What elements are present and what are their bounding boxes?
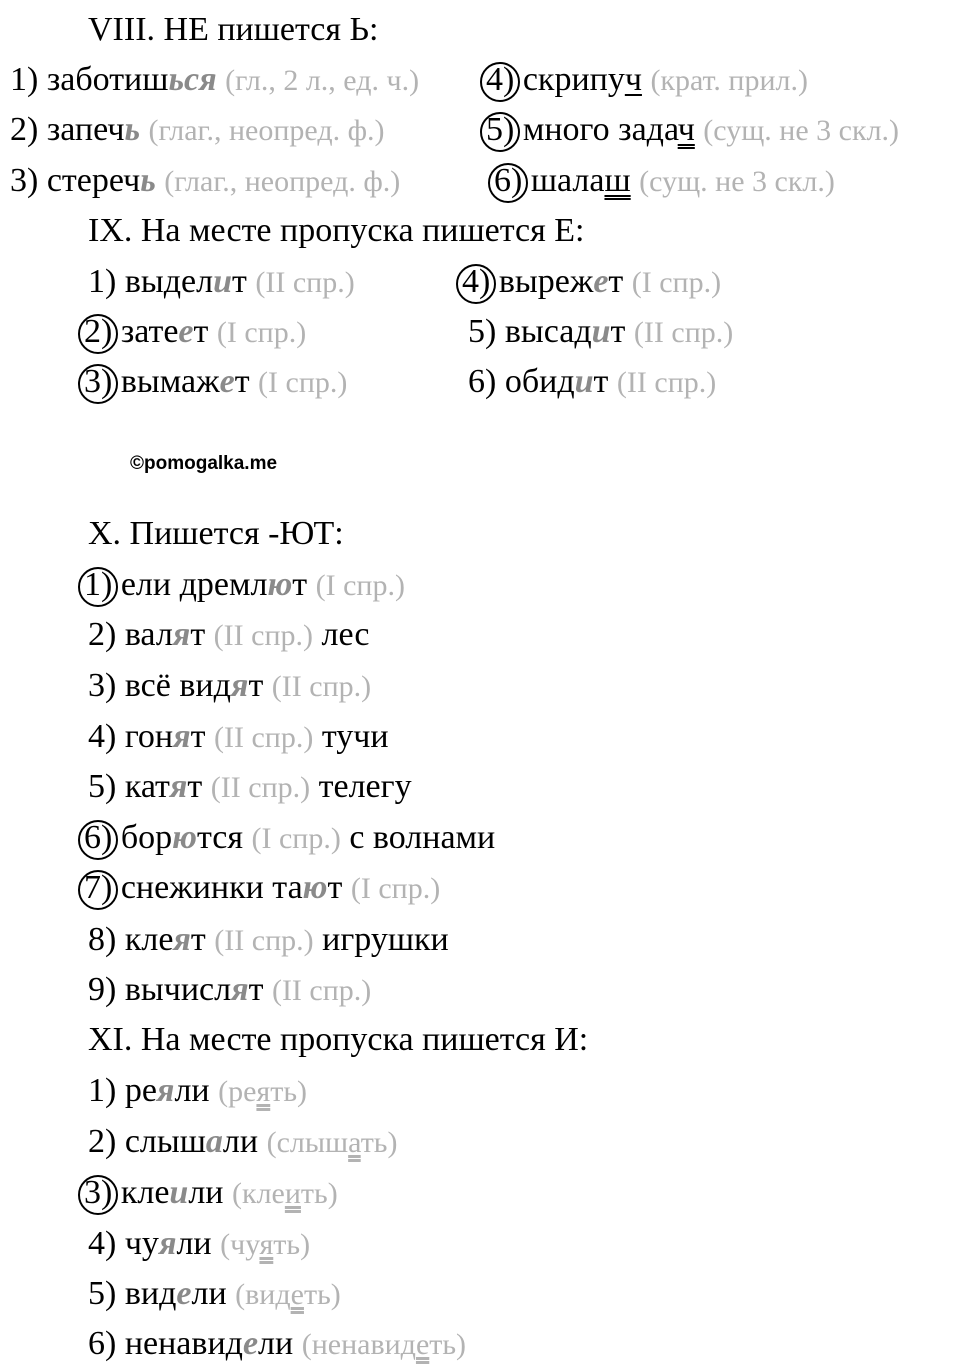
grammar-note: (I спр.) <box>631 266 722 299</box>
circled-number: 4) <box>462 263 491 300</box>
underlined-letter: ч <box>677 111 695 148</box>
infinitive-note <box>302 1328 466 1361</box>
word-tail: с волнами <box>349 819 496 856</box>
highlighted-letter: ю <box>267 566 293 603</box>
highlighted-letter: и <box>591 313 611 350</box>
item-number: 5) <box>88 768 117 805</box>
section-9-heading: IX. На месте пропуска пишется Е: <box>88 212 585 249</box>
word-tail: лес <box>321 616 370 653</box>
grammar-note: (II спр.) <box>271 974 372 1007</box>
item-number: 5) <box>88 1275 117 1312</box>
word-part: т <box>248 971 264 1008</box>
watermark: ©pomogalka.me <box>130 453 278 474</box>
highlighted-letter: е <box>178 313 194 350</box>
s11-item <box>84 1173 338 1214</box>
word-part: всё вид <box>124 667 231 704</box>
grammar-note: (I спр.) <box>258 366 348 399</box>
infinitive-note <box>220 1228 310 1261</box>
word-tail: игрушки <box>322 921 449 958</box>
s8-item-5 <box>486 110 899 151</box>
item-number: 9) <box>88 971 117 1008</box>
note-part: ть) <box>429 1328 467 1361</box>
word-part: обид <box>504 363 575 400</box>
infinitive-note <box>218 1075 307 1108</box>
infinitive-note <box>267 1126 398 1159</box>
grammar-note: (II спр.) <box>210 771 311 804</box>
word-part: бор <box>120 819 173 856</box>
word-part: т <box>248 667 264 704</box>
word-part: т <box>234 363 250 400</box>
grammar-note: (I спр.) <box>216 316 307 349</box>
s11-item <box>88 1071 307 1112</box>
highlighted-letter: я <box>230 667 249 704</box>
circled-number: 6) <box>494 162 523 199</box>
s11-item <box>88 1274 341 1315</box>
item-number: 3) <box>88 667 117 704</box>
word-part: кле <box>120 1174 170 1211</box>
highlighted-letter: я <box>173 921 191 958</box>
circled-number: 5) <box>486 111 515 148</box>
circled-number: 3) <box>84 1174 113 1211</box>
item-number: 1) <box>88 263 117 300</box>
word-part: гон <box>124 718 174 755</box>
grammar-note: (глаг., неопред. ф.) <box>164 165 401 198</box>
note-underlined-letter: а <box>348 1126 361 1159</box>
highlighted-letter: ю <box>172 819 197 856</box>
s11-item <box>88 1224 310 1265</box>
note-part: (слыш <box>266 1126 349 1159</box>
item-number: 3) <box>10 162 39 199</box>
word-part: вычисл <box>124 971 232 1008</box>
highlighted-letter: я <box>172 616 191 653</box>
s8-item-1 <box>10 60 419 101</box>
s9-item-3 <box>84 362 347 403</box>
circled-number: 7) <box>84 869 113 906</box>
word-part: т <box>292 566 308 603</box>
grammar-note: (II спр.) <box>214 924 314 957</box>
highlighted-letter: е <box>593 263 609 300</box>
grammar-note: (II спр.) <box>255 266 355 299</box>
s10-item <box>84 565 405 606</box>
s9-item-4 <box>462 262 721 303</box>
infinitive-note <box>232 1177 338 1210</box>
word-part: запеч <box>46 111 125 148</box>
word-part: кле <box>124 921 174 958</box>
s11-item <box>88 1122 397 1163</box>
highlighted-letters: ься <box>168 61 217 98</box>
item-number: 2) <box>88 1123 117 1160</box>
note-underlined-letter: и <box>284 1177 301 1210</box>
grammar-note: (I спр.) <box>251 822 341 855</box>
word-part: ли <box>258 1325 294 1362</box>
grammar-note: (II спр.) <box>271 670 372 703</box>
note-part: ть) <box>273 1228 311 1261</box>
word-part: слыш <box>124 1123 206 1160</box>
word-part: т <box>327 869 343 906</box>
note-part: ть) <box>270 1075 308 1108</box>
word-part: т <box>190 718 206 755</box>
word-part: вал <box>124 616 173 653</box>
circled-number: 1) <box>84 566 113 603</box>
note-underlined-letter: я <box>259 1228 274 1261</box>
section-8-heading: VIII. НЕ пишется Ь: <box>88 11 379 48</box>
s9-item-2 <box>84 312 306 353</box>
highlighted-letter: я <box>156 1072 175 1109</box>
word-part: т <box>193 313 209 350</box>
word-part: снежинки та <box>120 869 303 906</box>
word-part: ли <box>191 1275 227 1312</box>
highlighted-letters: ь <box>140 162 156 199</box>
word-part: чу <box>124 1225 159 1262</box>
word-part: стереч <box>46 162 141 199</box>
word-part: заботиш <box>46 61 169 98</box>
word-part: выреж <box>498 263 594 300</box>
note-part: (ненавид <box>301 1328 416 1361</box>
grammar-note: (крат. прил.) <box>650 64 808 97</box>
word-part: ре <box>124 1072 157 1109</box>
item-number: 2) <box>88 616 117 653</box>
grammar-note: (сущ. не 3 скл.) <box>639 165 835 198</box>
infinitive-note <box>235 1278 341 1311</box>
s10-item <box>88 920 449 961</box>
s10-item <box>88 717 389 758</box>
word-part: кат <box>124 768 170 805</box>
grammar-note: (II спр.) <box>633 316 734 349</box>
word-tail: тучи <box>321 718 389 755</box>
s10-item <box>88 767 412 808</box>
note-part: (ре <box>218 1075 257 1108</box>
word-part: высад <box>504 313 592 350</box>
highlighted-letter: е <box>176 1275 192 1312</box>
item-number: 6) <box>468 363 497 400</box>
highlighted-letter: я <box>158 1225 177 1262</box>
item-number: 6) <box>88 1325 117 1362</box>
word-part: т <box>190 616 206 653</box>
highlighted-letter: и <box>574 363 594 400</box>
item-number: 4) <box>88 718 117 755</box>
s10-item <box>88 615 370 656</box>
underlined-letter: ш <box>604 162 631 199</box>
grammar-note: (II спр.) <box>214 721 314 754</box>
word-part: вид <box>124 1275 177 1312</box>
s11-item <box>88 1324 466 1365</box>
highlighted-letter: ю <box>302 869 328 906</box>
word-part: ли <box>176 1225 212 1262</box>
note-underlined-letter: е <box>290 1278 304 1311</box>
item-number: 4) <box>88 1225 117 1262</box>
grammar-note: (II спр.) <box>213 619 314 652</box>
word-part: скрипу <box>522 61 625 98</box>
word-part: т <box>190 921 206 958</box>
s10-item <box>84 868 440 909</box>
s8-item-4 <box>486 60 808 101</box>
highlighted-letter: а <box>205 1123 223 1160</box>
word-part: ли <box>188 1174 224 1211</box>
circled-number: 3) <box>84 363 113 400</box>
circled-number: 4) <box>486 61 515 98</box>
note-underlined-letter: е <box>415 1328 430 1361</box>
s8-item-6 <box>494 161 835 202</box>
highlighted-letter: е <box>242 1325 259 1362</box>
highlighted-letter: я <box>231 971 249 1008</box>
word-part: зате <box>120 313 179 350</box>
highlighted-letter: я <box>173 718 191 755</box>
grammar-note: (II спр.) <box>616 366 717 399</box>
word-part: ли <box>222 1123 259 1160</box>
note-part: ть) <box>300 1177 338 1210</box>
word-part: т <box>608 263 624 300</box>
item-number: 1) <box>88 1072 117 1109</box>
word-part: вымаж <box>120 363 220 400</box>
highlighted-letter: я <box>169 768 188 805</box>
word-part: т <box>187 768 203 805</box>
word-part: т <box>593 363 609 400</box>
s9-item-5 <box>468 312 733 353</box>
note-underlined-letter: я <box>256 1075 271 1108</box>
item-number: 2) <box>10 111 39 148</box>
highlighted-letter: и <box>213 263 233 300</box>
grammar-note: (I спр.) <box>350 872 441 905</box>
grammar-note: (сущ. не 3 скл.) <box>703 114 900 147</box>
word-part: ли <box>174 1072 210 1109</box>
word-part: ненавид <box>124 1325 243 1362</box>
word-part: ели дремл <box>120 566 268 603</box>
s9-item-1 <box>88 262 355 303</box>
item-number: 5) <box>468 313 497 350</box>
word-part: тся <box>196 819 243 856</box>
grammar-note: (глаг., неопред. ф.) <box>148 114 385 147</box>
note-part: ть) <box>303 1278 341 1311</box>
word-part: т <box>232 263 247 300</box>
item-number: 1) <box>10 61 39 98</box>
note-part: (кле <box>232 1177 285 1210</box>
highlighted-letter: е <box>219 363 235 400</box>
s10-item <box>84 818 495 859</box>
word-part: шала <box>530 162 605 199</box>
section-11-heading: XI. На месте пропуска пишется И: <box>88 1021 589 1058</box>
grammar-note: (I спр.) <box>315 569 405 602</box>
s10-item <box>88 666 371 707</box>
grammar-note: (гл., 2 л., ед. ч.) <box>225 64 420 97</box>
underlined-letter: ч <box>624 61 642 98</box>
item-number: 8) <box>88 921 117 958</box>
note-part: (вид <box>235 1278 291 1311</box>
highlighted-letter: и <box>169 1174 189 1211</box>
note-part: (чу <box>220 1228 260 1261</box>
section-10-heading: X. Пишется -ЮТ: <box>88 515 344 552</box>
s10-item <box>88 970 371 1011</box>
word-part: много зада <box>522 111 678 148</box>
word-part: т <box>610 313 626 350</box>
word-tail: телегу <box>318 768 412 805</box>
s8-item-3 <box>10 161 400 202</box>
s9-item-6 <box>468 362 716 403</box>
circled-number: 2) <box>84 313 113 350</box>
circled-number: 6) <box>84 819 113 856</box>
note-part: ть) <box>360 1126 398 1159</box>
s8-item-2 <box>10 110 385 151</box>
word-part: выдел <box>124 263 214 300</box>
highlighted-letters: ь <box>124 111 140 148</box>
